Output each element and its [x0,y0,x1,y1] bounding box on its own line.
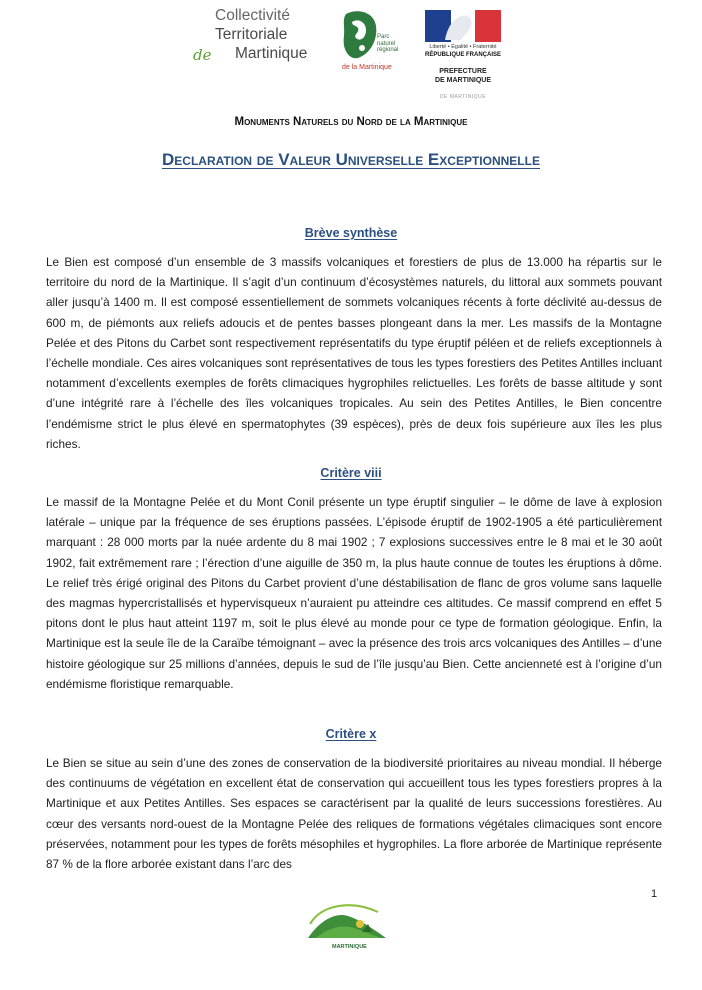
parc-emblem-icon [340,8,380,62]
collectivite-logo-line1: Collectivité [215,7,290,24]
footer-logo-text: MARTINIQUE [332,944,367,950]
prefecture-motto: Liberté • Égalité • Fraternité [429,44,497,50]
prefecture-republique: RÉPUBLIQUE FRANÇAISE [424,52,501,58]
parc-logo-bottom-text: de la Martinique [342,64,392,71]
prefecture-name [420,67,506,85]
collectivite-logo-line3: Martinique [235,45,308,62]
parc-naturel-logo [340,8,406,76]
document-supertitle: Monuments Naturels du Nord de la Martinique [234,116,468,128]
prefecture-logo [420,10,506,100]
prefecture-line2: DE MARTINIQUE [435,77,491,85]
section-heading-synthese: Brève synthèse [304,226,398,240]
page-number: 1 [651,888,658,900]
document-title: Declaration de Valeur Universelle Exceptionnelle [162,150,540,169]
section-heading-critere-x: Critère x [325,727,377,741]
marianne-flag-icon [425,10,501,42]
section-body-synthese: Le Bien est composé d’un ensemble de 3 massifs volcaniques et forestiers de plus de 13.000 ha répartis sur le territoire du nord de la Martinique. Il s’agit d’un continuum d’écosystèmes naturels, du littoral aux sommets pouvant aller jusqu’à 1400 m. Il est composé essentiellement de sommets volcaniques récents à forte déclivité au-dessus de 600 m, de piémonts aux reliefs adoucis et de pentes basses plongeant dans la mer. Les massifs de la Montagne Pelée et des Pitons du Carbet sont respectivement représentatifs du type éruptif péléen et de reliefs exceptionnels à l’échelle mondiale. Ces aires volcaniques sont représentatives de tous les types forestiers des Petites Antilles incluant notamment d’excellents exemples de forêts climaciques hygrophiles relictuelles. Les forêts de basse altitude y sont d’une intégrité rare à l’échelle des îles volcaniques tropicales. Au sein des Petites Antilles, le Bien concentre l’endémisme strict le plus élevé en spermatophytes (39 espèces), près de deux fois supérieure aux îles les plus riches. [46,255,662,451]
collectivite-logo-line2: Territoriale [215,26,288,43]
document-header [0,0,702,100]
parc-logo-text: Parc naturel régional [377,34,399,54]
section-body-critere-x: Le Bien se situe au sein d’une des zones de conservation de la biodiversité prioritaires au niveau mondial. Il héberge des continuums de végétation en excellent état de conservation qui accueillent tous les types forestiers propres à la Martinique et aux Petites Antilles. Ses espaces se caractérisent par la qualité de leurs successions forestières. Au cœur des versants nord-ouest de la Montagne Pelée des reliques de formations végétales climaciques sont encore préservées, notamment pour les types de forêts mésophiles et hygrophiles. La flore arborée de Martinique représente 87 % de la flore arborée existant dans l’arc des [46,756,662,872]
prefecture-line1: PREFECTURE [439,68,487,75]
section-body-critere-viii: Le massif de la Montagne Pelée et du Mont Conil présente un type éruptif singulier – le dôme de lave à explosion latérale – unique par la fréquence de ses éruptions passées. L’épisode éruptif de 1902-1905 a été particulièrement marquant : 28 000 morts par la nuée ardente du 8 mai 1902 ; 7 explosions successives entre le 8 mai et le 30 août 1902, fait extrêmement rare ; l’érection d’une aiguille de 350 m, la plus haute connue de toutes les éruptions à dôme. Le relief très érigé original des Pitons du Carbet provient d’une déstabilisation de flanc de gros volume sans laquelle des magmas hypercristallisés et hypervisqueux n’auraient pu atteindre ces altitudes. Ce massif comprend en effet 5 pitons dont le plus haut atteint 1197 m, soit le plus élevé au monde pour ce type de formation géologique. Enfin, la Martinique est la seule île de la Caraïbe témoignant – avec la présence des trois arcs volcaniques des Antilles – d’une histoire géologique sur 25 millions d’années, depuis le sud de l’île jusqu’au Bien. Cette ancienneté est à l’origine d’un endémisme floristique remarquable. [46,495,662,691]
mountain-landscape-icon [302,898,392,948]
collectivite-territoriale-logo [193,6,315,66]
collectivite-logo-prefix: de [193,46,212,64]
prefecture-subline: DE MARTINIQUE [439,94,487,100]
section-heading-critere-viii: Critère viii [320,466,382,480]
footer-logo [302,898,392,956]
